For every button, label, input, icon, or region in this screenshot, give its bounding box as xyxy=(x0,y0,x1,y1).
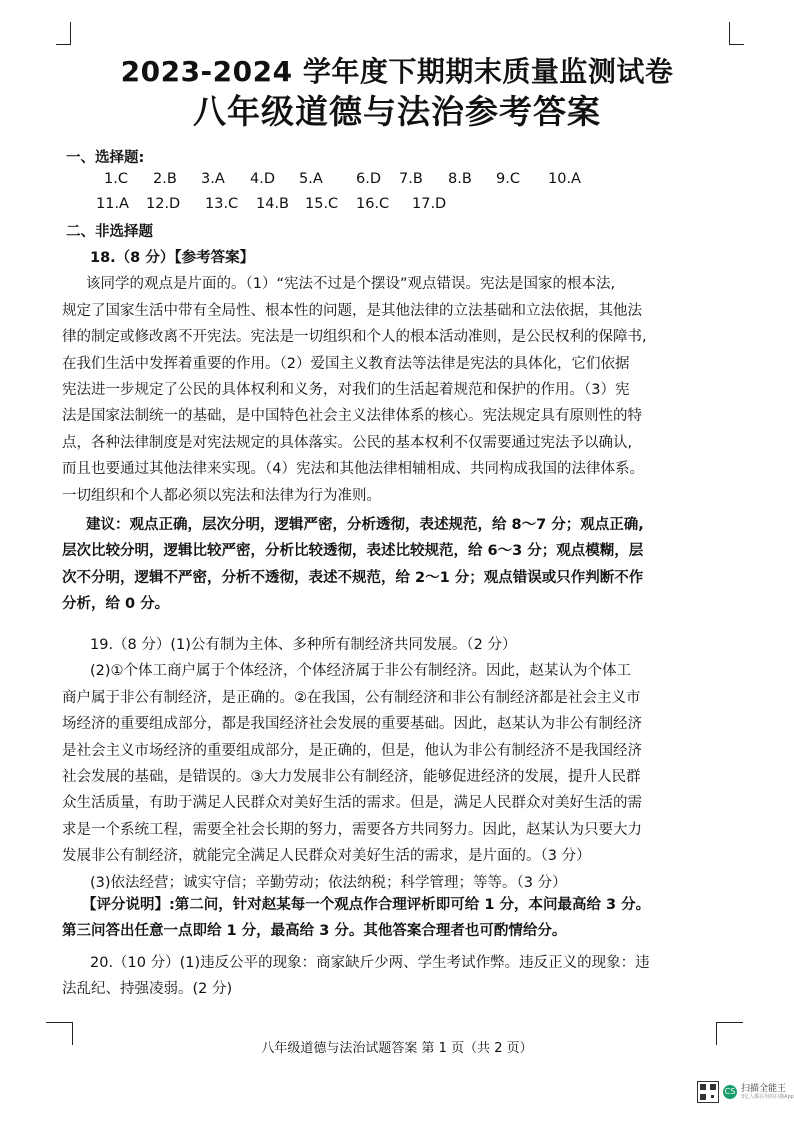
paragraph-line: 宪法进一步规定了公民的具体权利和义务，对我们的生活起着规范和保护的作用。（3）宪 xyxy=(62,382,630,399)
scanner-watermark xyxy=(697,1081,794,1103)
answer-item: 7.B xyxy=(399,171,423,187)
question-18-answer xyxy=(62,245,726,509)
paragraph-line: 建议：观点正确，层次分明，逻辑严密，分析透彻，表述规范，给 8～7 分；观点正确, xyxy=(86,517,644,533)
answer-item: 12.D xyxy=(146,196,181,212)
paragraph-line: 法是国家法制统一的基础，是中国特色社会主义法律体系的核心。宪法规定具有原则性的特 xyxy=(62,408,642,425)
paragraph-line: 场经济的重要组成部分，都是我国经济社会发展的重要基础。因此，赵某认为非公有制经济 xyxy=(62,716,642,733)
paragraph-line: 社会发展的基础，是错误的。③大力发展非公有制经济，能够促进经济的发展，提升人民群 xyxy=(62,769,641,786)
watermark-text xyxy=(741,1084,794,1100)
q19-header: 19.（8 分）(1)公有制为主体、多种所有制经济共同发展。（2 分） xyxy=(90,637,517,653)
answer-item: 9.C xyxy=(496,171,520,187)
question-20-answer xyxy=(62,950,726,1003)
paragraph-line: 该同学的观点是片面的。（1）“宪法不过是个摆设”观点错误。宪法是国家的根本法, xyxy=(86,276,616,293)
q18-header: 18.（8 分）【参考答案】 xyxy=(90,250,255,266)
paragraph-line: 在我们生活中发挥着重要的作用。（2）爱国主义教育法等法律是宪法的具体化，它们依据 xyxy=(62,355,630,372)
camscanner-logo-icon: CS xyxy=(723,1085,737,1099)
answer-item: 8.B xyxy=(448,171,472,187)
paragraph-line: (3)依法经营；诚实守信；辛勤劳动；依法纳税；科学管理；等等。（3 分） xyxy=(90,874,567,891)
answer-item: 6.D xyxy=(356,171,381,187)
section-nonchoice-heading: 二、非选择题 xyxy=(66,224,153,240)
answer-item: 15.C xyxy=(305,196,339,212)
paragraph-line: 法乱纪、持强凌弱。(2 分) xyxy=(62,981,233,998)
answer-item: 13.C xyxy=(205,196,239,212)
watermark-name: 扫描全能王 xyxy=(741,1084,787,1094)
answer-item: 4.D xyxy=(250,171,275,187)
answer-item: 1.C xyxy=(104,171,128,187)
qr-code-icon xyxy=(697,1081,719,1103)
crop-mark-top-right xyxy=(729,22,744,45)
answer-item: 10.A xyxy=(548,171,581,187)
paragraph-line: 次不分明，逻辑不严密，分析不透彻，表述不规范，给 2～1 分；观点错误或只作判断不作 xyxy=(62,569,644,586)
paragraph-line: 规定了国家生活中带有全局性、根本性的问题，是其他法律的立法基础和立法依据，其他法 xyxy=(62,302,642,319)
paragraph-line: 律的制定或修改离不开宪法。宪法是一切组织和个人的根本活动准则，是公民权利的保障书, xyxy=(62,329,647,346)
paragraph-line: 一切组织和个人都必须以宪法和法律为行为准则。 xyxy=(62,487,381,504)
paragraph-line: 而且也要通过其他法律来实现。（4）宪法和其他法律相辅相成、共同构成我国的法律体系。 xyxy=(62,461,644,478)
paragraph-line: 商户属于非公有制经济，是正确的。②在我国，公有制经济和非公有制经济都是社会主义市 xyxy=(62,689,641,706)
answer-item: 2.B xyxy=(153,171,177,187)
answer-item: 16.C xyxy=(356,196,390,212)
exam-title: 2023-2024 学年度下期期末质量监测试卷 xyxy=(120,55,674,88)
answer-key-title: 八年级道德与法治参考答案 xyxy=(193,92,601,131)
q18-scoring-suggestion xyxy=(62,512,726,618)
answer-item: 3.A xyxy=(201,171,225,187)
paragraph-line: 【评分说明】:第二问，针对赵某每一个观点作合理评析即可给 1 分，本问最高给 3 分。 xyxy=(82,897,651,913)
paragraph-line: 层次比较分明，逻辑比较严密，分析比较透彻，表述比较规范，给 6～3 分；观点模糊，层 xyxy=(62,543,644,560)
q20-header: 20.（10 分）(1)违反公平的现象：商家缺斤少两、学生考试作弊。违反正义的现象：违 xyxy=(90,955,650,971)
paragraph-line: 众生活质量，有助于满足人民群众对美好生活的需求。但是，满足人民群众对美好生活的需 xyxy=(62,795,642,812)
paragraph-line: 分析，给 0 分。 xyxy=(62,596,170,613)
answer-item: 11.A xyxy=(96,196,129,212)
answer-item: 5.A xyxy=(299,171,323,187)
answer-item: 17.D xyxy=(412,196,447,212)
question-19-answer xyxy=(62,632,726,896)
paragraph-line: 点，各种法律制度是对宪法规定的具体落实。公民的基本权利不仅需要通过宪法予以确认, xyxy=(62,434,633,451)
watermark-tagline: 3亿人都在用的扫描App xyxy=(741,1094,794,1100)
page-footer: 八年级道德与法治试题答案 第 1 页（共 2 页） xyxy=(261,1041,533,1056)
q19-scoring-note xyxy=(62,892,726,945)
paragraph-line: 发展非公有制经济，就能完全满足人民群众对美好生活的需求，是片面的。（3 分） xyxy=(62,848,591,865)
paragraph-line: 求是一个系统工程，需要全社会长期的努力，需要各方共同努力。因此，赵某认为只要大力 xyxy=(62,821,642,838)
crop-mark-top-left xyxy=(56,22,71,45)
paragraph-line: 是社会主义市场经济的重要组成部分，是正确的，但是，他认为非公有制经济不是我国经济 xyxy=(62,742,642,759)
section-choice-heading: 一、选择题: xyxy=(66,150,145,166)
answer-item: 14.B xyxy=(256,196,290,212)
paragraph-line: (2)①个体工商户属于个体经济，个体经济属于非公有制经济。因此，赵某认为个体工 xyxy=(90,663,632,680)
paragraph-line: 第三问答出任意一点即给 1 分，最高给 3 分。其他答案合理者也可酌情给分。 xyxy=(62,923,567,940)
